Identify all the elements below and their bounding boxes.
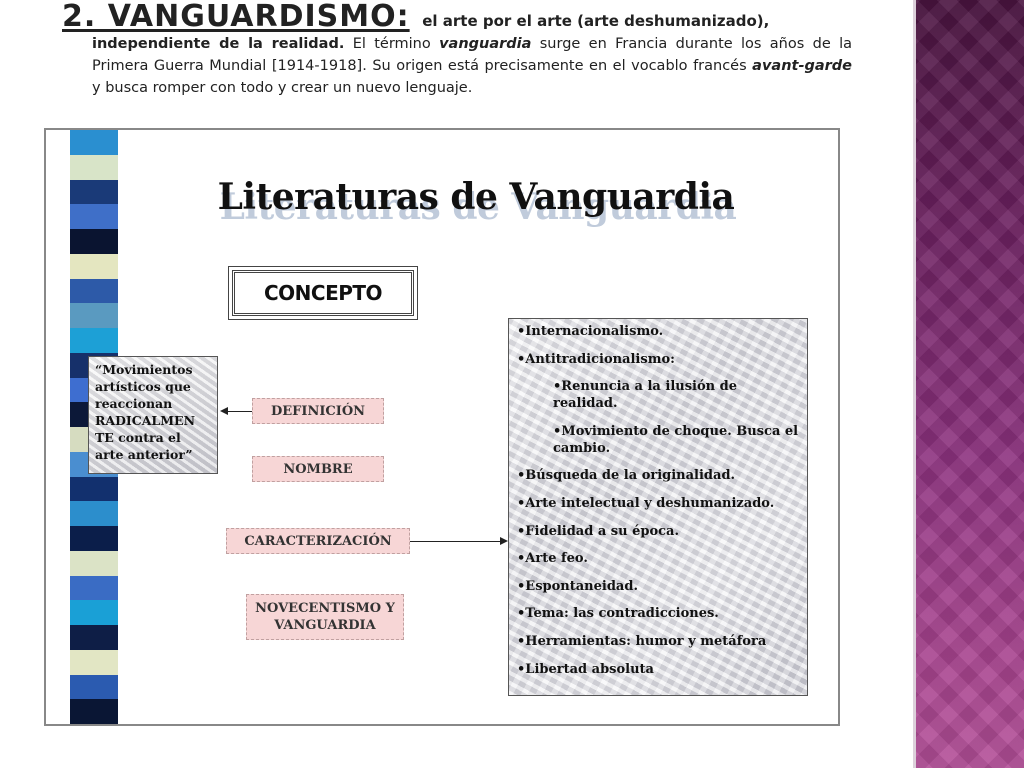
list-item: •Espontaneidad. [517,578,638,594]
list-item: •Búsqueda de la originalidad. [517,468,736,484]
decorative-side-strip [913,0,1024,768]
list-item: •Herramientas: humor y metáfora [517,633,767,649]
list-item: •Libertad absoluta [517,661,654,677]
arrow-to-definition [228,411,252,412]
section-body [62,33,852,99]
label-definicion: DEFINICIÓN [252,398,384,424]
list-item: •Internacionalismo. [517,324,664,339]
characteristics-list [508,318,808,696]
bold-phrase: independiente de la realidad. [92,36,345,52]
heading-paragraph [62,0,852,99]
list-item: •Tema: las contradicciones. [517,606,719,622]
body-text-3: y busca romper con todo y crear un nuevo lenguaje. [92,80,473,96]
label-caracterizacion: CARACTERIZACIÓN [226,528,410,554]
list-item: •Movimiento de choque. Busca el cambio. [553,423,799,456]
term-avant-garde: avant-garde [752,58,852,74]
label-nombre: NOMBRE [252,456,384,482]
list-item: •Arte intelectual y deshumanizado. [517,495,775,511]
diagram-title: Literaturas de Vanguardia [217,176,735,218]
list-item: •Fidelidad a su época. [517,523,679,539]
label-novecentismo: NOVECENTISMO Y VANGUARDIA [246,594,404,640]
definition-quote: “Movimientos artísticos que reaccionan RADICALMEN TE contra el arte anterior” [88,356,218,474]
body-text-1: El término [344,36,440,52]
concept-diagram [44,128,840,726]
arrow-head-right [500,537,508,545]
concept-box: CONCEPTO [232,270,414,316]
arrow-to-characteristics [410,541,502,542]
list-item: •Renuncia a la ilusión de realidad. [553,379,737,412]
body-text-2: surge en Francia durante los años de la Primera Guerra Mundial [1914-1918]. Su origen está precisamente en el vocablo francés [92,36,852,74]
list-item: •Arte feo. [517,551,588,567]
term-vanguardia: vanguardia [439,36,532,52]
list-item: •Antitradicionalismo: [517,351,675,367]
section-subtitle: el arte por el arte (arte deshumanizado), [422,12,770,30]
section-title: 2. VANGUARDISMO: [62,0,410,34]
arrow-head-left [220,407,228,415]
